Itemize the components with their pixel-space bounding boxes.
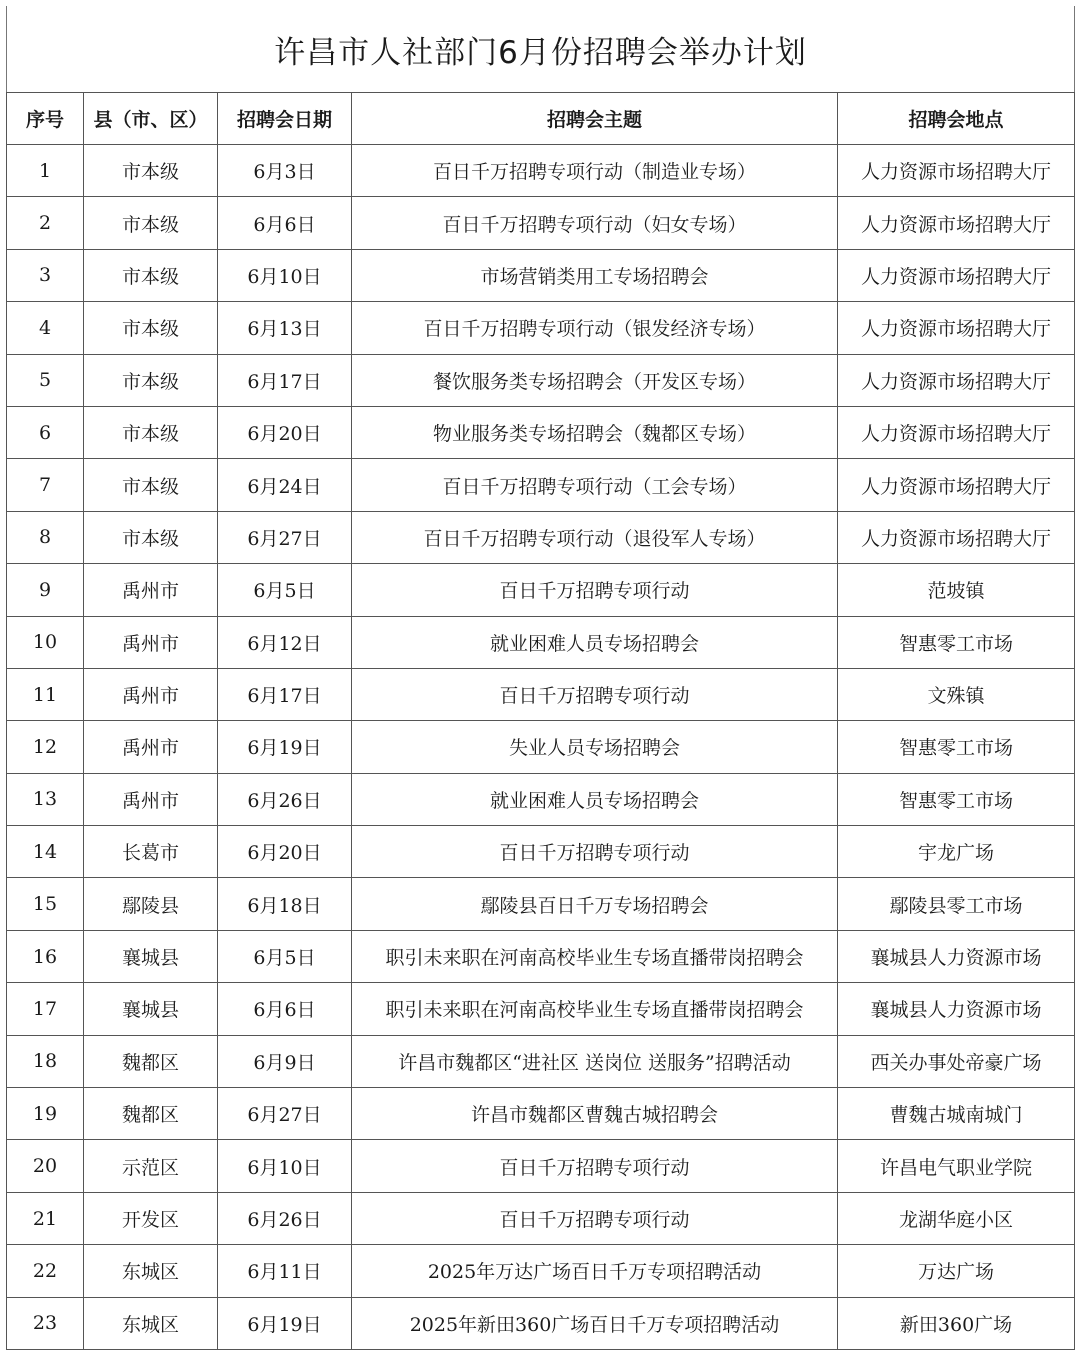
cell-topic: 百日千万招聘专项行动（妇女专场） xyxy=(352,197,838,249)
cell-date: 6月5日 xyxy=(218,930,352,982)
cell-place: 西关办事处帝豪广场 xyxy=(838,1035,1075,1087)
cell-county: 长葛市 xyxy=(84,826,218,878)
cell-topic: 百日千万招聘专项行动 xyxy=(352,826,838,878)
cell-place: 襄城县人力资源市场 xyxy=(838,983,1075,1035)
cell-date: 6月18日 xyxy=(218,878,352,930)
header-topic: 招聘会主题 xyxy=(352,93,838,145)
table-row xyxy=(7,145,1075,197)
table-row xyxy=(7,930,1075,982)
table-row xyxy=(7,1297,1075,1349)
cell-place: 范坡镇 xyxy=(838,564,1075,616)
cell-index: 7 xyxy=(7,459,84,511)
cell-topic: 百日千万招聘专项行动（制造业专场） xyxy=(352,145,838,197)
cell-county: 襄城县 xyxy=(84,983,218,1035)
cell-topic: 2025年万达广场百日千万专项招聘活动 xyxy=(352,1245,838,1297)
cell-date: 6月26日 xyxy=(218,1192,352,1244)
cell-topic: 物业服务类专场招聘会（魏都区专场） xyxy=(352,406,838,458)
cell-date: 6月5日 xyxy=(218,564,352,616)
cell-date: 6月10日 xyxy=(218,1140,352,1192)
cell-county: 市本级 xyxy=(84,459,218,511)
cell-index: 23 xyxy=(7,1297,84,1349)
cell-topic: 百日千万招聘专项行动 xyxy=(352,1140,838,1192)
cell-place: 万达广场 xyxy=(838,1245,1075,1297)
cell-date: 6月19日 xyxy=(218,1297,352,1349)
cell-county: 魏都区 xyxy=(84,1035,218,1087)
table-row xyxy=(7,616,1075,668)
cell-topic: 百日千万招聘专项行动（工会专场） xyxy=(352,459,838,511)
cell-topic: 百日千万招聘专项行动 xyxy=(352,564,838,616)
table-row xyxy=(7,354,1075,406)
cell-topic: 2025年新田360广场百日千万专项招聘活动 xyxy=(352,1297,838,1349)
cell-date: 6月17日 xyxy=(218,354,352,406)
table-row xyxy=(7,406,1075,458)
cell-topic: 失业人员专场招聘会 xyxy=(352,721,838,773)
cell-index: 19 xyxy=(7,1088,84,1140)
table-row xyxy=(7,721,1075,773)
cell-place: 宇龙广场 xyxy=(838,826,1075,878)
cell-county: 襄城县 xyxy=(84,930,218,982)
cell-county: 东城区 xyxy=(84,1297,218,1349)
cell-county: 禹州市 xyxy=(84,773,218,825)
cell-index: 1 xyxy=(7,145,84,197)
table-title: 许昌市人社部门6月份招聘会举办计划 xyxy=(7,6,1075,93)
cell-place: 新田360广场 xyxy=(838,1297,1075,1349)
table-row xyxy=(7,826,1075,878)
cell-index: 2 xyxy=(7,197,84,249)
cell-place: 智惠零工市场 xyxy=(838,616,1075,668)
cell-topic: 百日千万招聘专项行动（银发经济专场） xyxy=(352,302,838,354)
cell-date: 6月17日 xyxy=(218,668,352,720)
cell-index: 8 xyxy=(7,511,84,563)
cell-index: 15 xyxy=(7,878,84,930)
cell-date: 6月3日 xyxy=(218,145,352,197)
table-row xyxy=(7,249,1075,301)
cell-date: 6月12日 xyxy=(218,616,352,668)
header-county: 县（市、区） xyxy=(84,93,218,145)
cell-county: 禹州市 xyxy=(84,616,218,668)
cell-topic: 餐饮服务类专场招聘会（开发区专场） xyxy=(352,354,838,406)
cell-index: 16 xyxy=(7,930,84,982)
cell-county: 东城区 xyxy=(84,1245,218,1297)
cell-index: 22 xyxy=(7,1245,84,1297)
table-row xyxy=(7,1192,1075,1244)
cell-topic: 百日千万招聘专项行动 xyxy=(352,668,838,720)
cell-place: 智惠零工市场 xyxy=(838,721,1075,773)
cell-topic: 就业困难人员专场招聘会 xyxy=(352,616,838,668)
cell-place: 人力资源市场招聘大厅 xyxy=(838,406,1075,458)
cell-index: 10 xyxy=(7,616,84,668)
cell-county: 禹州市 xyxy=(84,564,218,616)
table-row xyxy=(7,511,1075,563)
cell-date: 6月26日 xyxy=(218,773,352,825)
cell-county: 市本级 xyxy=(84,145,218,197)
cell-date: 6月13日 xyxy=(218,302,352,354)
cell-place: 襄城县人力资源市场 xyxy=(838,930,1075,982)
table-body xyxy=(7,145,1075,1350)
cell-date: 6月10日 xyxy=(218,249,352,301)
cell-index: 13 xyxy=(7,773,84,825)
cell-county: 示范区 xyxy=(84,1140,218,1192)
table-row xyxy=(7,459,1075,511)
cell-topic: 就业困难人员专场招聘会 xyxy=(352,773,838,825)
cell-county: 鄢陵县 xyxy=(84,878,218,930)
cell-topic: 许昌市魏都区曹魏古城招聘会 xyxy=(352,1088,838,1140)
cell-county: 开发区 xyxy=(84,1192,218,1244)
cell-topic: 百日千万招聘专项行动（退役军人专场） xyxy=(352,511,838,563)
table-row xyxy=(7,668,1075,720)
header-date: 招聘会日期 xyxy=(218,93,352,145)
cell-place: 人力资源市场招聘大厅 xyxy=(838,302,1075,354)
cell-date: 6月6日 xyxy=(218,983,352,1035)
cell-index: 18 xyxy=(7,1035,84,1087)
cell-place: 人力资源市场招聘大厅 xyxy=(838,197,1075,249)
cell-place: 许昌电气职业学院 xyxy=(838,1140,1075,1192)
cell-topic: 职引未来职在河南高校毕业生专场直播带岗招聘会 xyxy=(352,930,838,982)
cell-index: 12 xyxy=(7,721,84,773)
cell-place: 人力资源市场招聘大厅 xyxy=(838,145,1075,197)
cell-date: 6月27日 xyxy=(218,511,352,563)
cell-place: 鄢陵县零工市场 xyxy=(838,878,1075,930)
cell-index: 14 xyxy=(7,826,84,878)
cell-topic: 鄢陵县百日千万专场招聘会 xyxy=(352,878,838,930)
cell-index: 4 xyxy=(7,302,84,354)
cell-place: 人力资源市场招聘大厅 xyxy=(838,459,1075,511)
cell-place: 人力资源市场招聘大厅 xyxy=(838,354,1075,406)
cell-county: 市本级 xyxy=(84,197,218,249)
cell-date: 6月20日 xyxy=(218,826,352,878)
cell-place: 智惠零工市场 xyxy=(838,773,1075,825)
cell-county: 市本级 xyxy=(84,249,218,301)
cell-county: 魏都区 xyxy=(84,1088,218,1140)
table-row xyxy=(7,302,1075,354)
cell-index: 20 xyxy=(7,1140,84,1192)
header-place: 招聘会地点 xyxy=(838,93,1075,145)
cell-place: 人力资源市场招聘大厅 xyxy=(838,511,1075,563)
table-row xyxy=(7,1035,1075,1087)
recruitment-schedule-sheet xyxy=(6,6,1074,1352)
table-row xyxy=(7,1245,1075,1297)
header-index: 序号 xyxy=(7,93,84,145)
cell-place: 人力资源市场招聘大厅 xyxy=(838,249,1075,301)
cell-index: 9 xyxy=(7,564,84,616)
table-row xyxy=(7,564,1075,616)
cell-index: 17 xyxy=(7,983,84,1035)
cell-topic: 市场营销类用工专场招聘会 xyxy=(352,249,838,301)
table-row xyxy=(7,983,1075,1035)
cell-date: 6月20日 xyxy=(218,406,352,458)
cell-date: 6月27日 xyxy=(218,1088,352,1140)
cell-date: 6月9日 xyxy=(218,1035,352,1087)
cell-index: 3 xyxy=(7,249,84,301)
table-row xyxy=(7,1140,1075,1192)
cell-place: 曹魏古城南城门 xyxy=(838,1088,1075,1140)
cell-index: 21 xyxy=(7,1192,84,1244)
cell-county: 市本级 xyxy=(84,354,218,406)
cell-date: 6月11日 xyxy=(218,1245,352,1297)
cell-index: 5 xyxy=(7,354,84,406)
recruitment-table xyxy=(6,6,1075,1350)
cell-place: 龙湖华庭小区 xyxy=(838,1192,1075,1244)
table-row xyxy=(7,773,1075,825)
cell-date: 6月24日 xyxy=(218,459,352,511)
header-row xyxy=(7,93,1075,145)
table-row xyxy=(7,197,1075,249)
table-row xyxy=(7,1088,1075,1140)
cell-county: 市本级 xyxy=(84,302,218,354)
cell-date: 6月19日 xyxy=(218,721,352,773)
cell-index: 11 xyxy=(7,668,84,720)
cell-county: 市本级 xyxy=(84,511,218,563)
cell-county: 市本级 xyxy=(84,406,218,458)
cell-date: 6月6日 xyxy=(218,197,352,249)
table-row xyxy=(7,878,1075,930)
cell-topic: 许昌市魏都区“进社区 送岗位 送服务”招聘活动 xyxy=(352,1035,838,1087)
cell-county: 禹州市 xyxy=(84,668,218,720)
cell-place: 文殊镇 xyxy=(838,668,1075,720)
cell-topic: 百日千万招聘专项行动 xyxy=(352,1192,838,1244)
cell-index: 6 xyxy=(7,406,84,458)
cell-topic: 职引未来职在河南高校毕业生专场直播带岗招聘会 xyxy=(352,983,838,1035)
cell-county: 禹州市 xyxy=(84,721,218,773)
